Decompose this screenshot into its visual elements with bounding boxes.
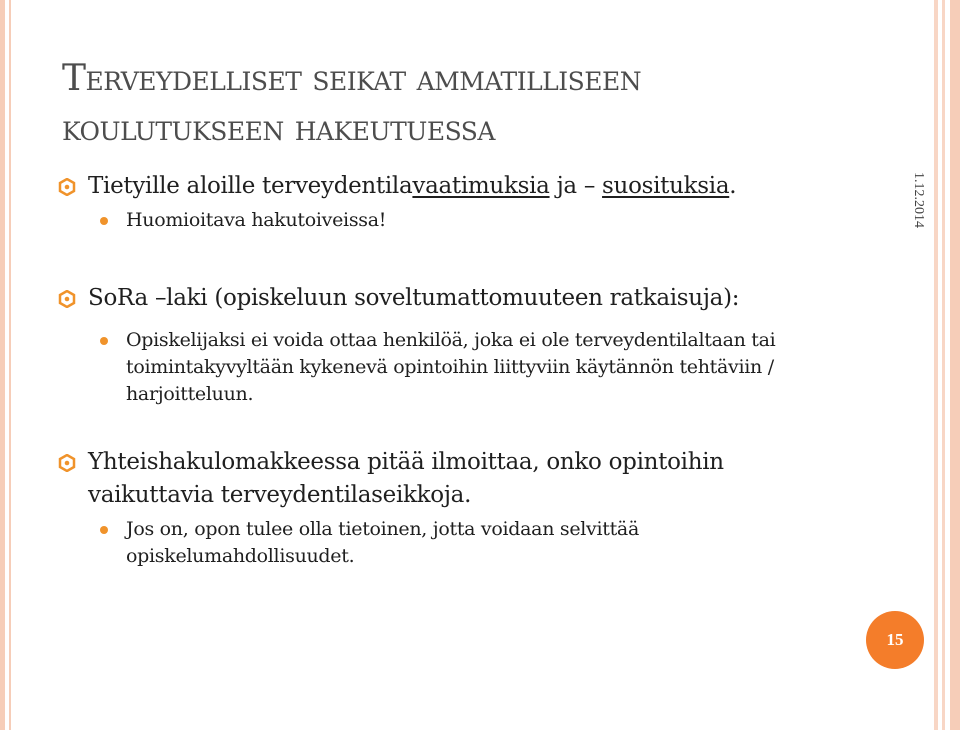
bullet-1-text-b: ja – — [549, 173, 596, 199]
bullet-2-sub-text: Opiskelijaksi ei voida ottaa henkilöä, joka ei ole terveydentilaltaan tai toimintakyvyltään kykenevä opintoihin liittyviin käytännön tehtäviin / harjoitteluun. — [126, 329, 776, 405]
bullet-2 — [58, 282, 848, 315]
page-number-badge — [866, 611, 924, 669]
ring-bullet-icon — [58, 454, 76, 472]
bullet-3-sub — [58, 516, 826, 570]
bullet-1-sub — [58, 207, 848, 234]
ring-bullet-icon — [58, 290, 76, 308]
decor-stripe-left-thin — [9, 0, 11, 730]
decor-stripe-right — [934, 0, 938, 730]
decor-stripe-right-wide — [950, 0, 960, 730]
bullet-1-text-a: Tietyille aloille terveydentila — [88, 173, 413, 199]
bullet-3-sub-text: Jos on, opon tulee olla tietoinen, jotta voidaan selvittää opiskelumahdollisuudet. — [126, 518, 639, 567]
slide-date: 1.12.2014 — [911, 172, 926, 228]
decor-stripe-left — [0, 0, 5, 730]
slide-title-line-1: Terveydelliset seikat ammatilliseen — [62, 58, 642, 99]
dot-bullet-icon — [100, 526, 108, 534]
page-number: 15 — [886, 630, 904, 649]
requirements-link[interactable]: vaatimuksia — [412, 173, 550, 199]
dot-bullet-icon — [100, 337, 108, 345]
recommendations-link[interactable]: suosituksia — [602, 173, 730, 199]
bullet-3-text: Yhteishakulomakkeessa pitää ilmoittaa, onko opintoihin vaikuttavia terveydentilaseikkoja. — [88, 449, 724, 508]
bullet-3 — [58, 446, 778, 512]
decor-stripe-right-thin — [942, 0, 945, 730]
bullet-1-text-c: . — [729, 173, 737, 199]
bullet-2-text: SoRa –laki (opiskeluun soveltumattomuuteen ratkaisuja): — [88, 285, 740, 311]
bullet-1-sub-text: Huomioitava hakutoiveissa! — [126, 209, 387, 231]
ring-bullet-icon — [58, 178, 76, 196]
dot-bullet-icon — [100, 217, 108, 225]
bullet-1 — [58, 170, 848, 203]
slide-content — [58, 170, 848, 570]
bullet-2-sub — [58, 327, 776, 408]
slide-title-line-2: koulutukseen hakeutuessa — [62, 108, 495, 149]
slide-title — [62, 54, 862, 154]
